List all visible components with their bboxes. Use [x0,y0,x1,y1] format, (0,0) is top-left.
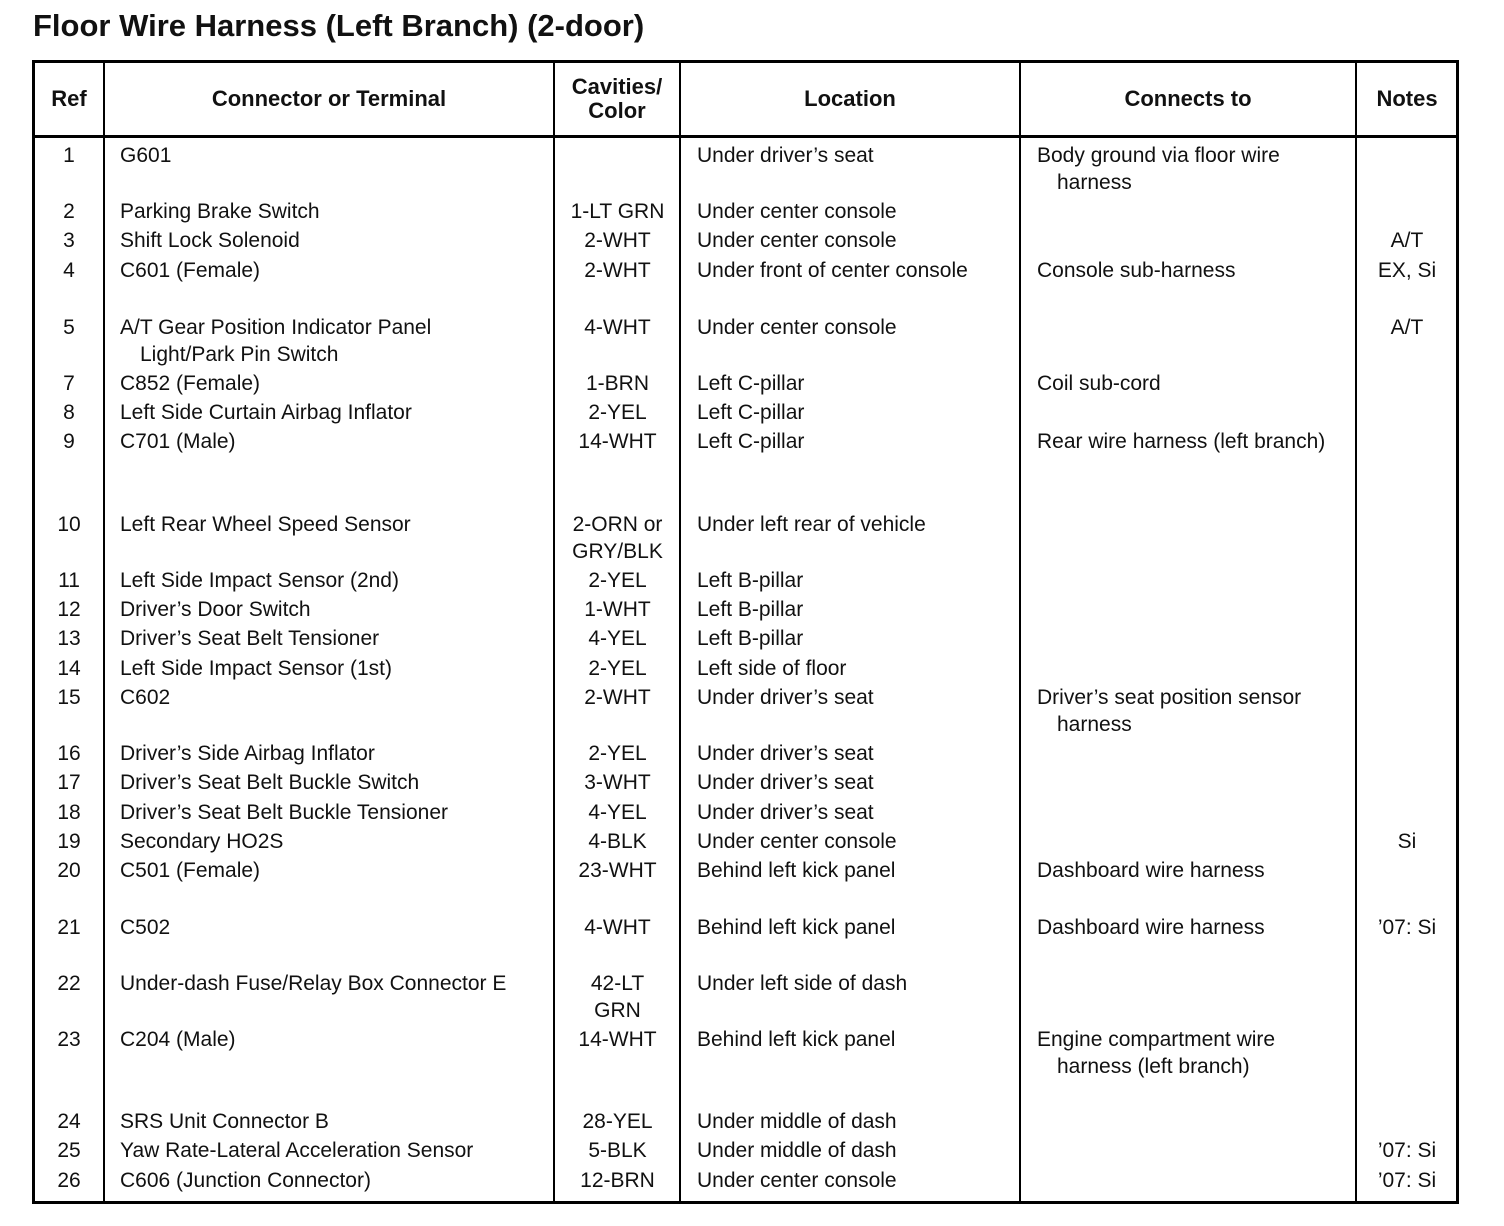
row-connects-to [1037,857,1367,884]
row-notes [1357,257,1457,284]
row-connects-to-text: Dashboard wire harness [1037,859,1265,882]
row-cavities-text: 2-YEL [588,657,647,680]
row-location [697,142,1027,169]
row-connector [120,511,560,538]
row-connector [120,370,560,397]
row-connector [120,1137,560,1164]
header-divider [35,135,1456,138]
row-connector-text: C602 [120,686,171,709]
row-connects-to-text: Console sub-harness [1037,259,1236,282]
row-connector [120,655,560,682]
row-location-text: Left C-pillar [697,401,805,424]
row-connects-to-text: Coil sub-cord [1037,372,1161,395]
row-notes [1357,1137,1457,1164]
row-ref-text: 1 [63,144,75,167]
row-cavities-text: 2-WHT [584,229,651,252]
row-connector-text: C601 (Female) [120,259,261,282]
row-location-text: Under front of center console [697,259,968,282]
row-ref-text: 12 [57,598,81,621]
row-location-text: Under center console [697,316,897,339]
row-notes [1357,1167,1457,1194]
header-ref: Ref [51,86,87,111]
row-cavities-text: 28-YEL [582,1110,653,1133]
row-ref [35,567,103,594]
row-connector [120,740,560,767]
row-connector [120,227,560,254]
row-location [697,740,1027,767]
row-cavities [555,799,680,826]
row-location [697,1026,1027,1053]
row-connector-text: Driver’s Door Switch [120,598,311,621]
row-cavities [555,857,680,884]
row-ref-text: 9 [63,430,75,453]
row-cavities-text: 4-WHT [584,316,651,339]
row-ref [35,857,103,884]
row-location-text: Under driver’s seat [697,686,874,709]
row-notes-text: EX, Si [1377,259,1437,282]
row-connector [120,857,560,884]
row-cavities [555,1108,680,1135]
row-cavities-text: 1-BRN [585,372,649,395]
row-ref [35,740,103,767]
page-title: Floor Wire Harness (Left Branch) (2-door) [33,8,645,43]
row-cavities-text: 2-ORN or [572,513,663,536]
row-cavities-text: 3-WHT [584,771,651,794]
row-connects-to-text-line2: harness (left branch) [1057,1055,1250,1078]
row-location-text: Left B-pillar [697,598,804,621]
row-location-text: Under driver’s seat [697,771,874,794]
row-ref [35,142,103,169]
row-connects-to-text: Engine compartment wire [1037,1028,1276,1051]
row-connector [120,198,560,225]
row-location-text: Under center console [697,1169,897,1192]
row-connector-text: C606 (Junction Connector) [120,1169,371,1192]
row-connector-text: Left Rear Wheel Speed Sensor [120,513,411,536]
row-connects-to [1037,1026,1367,1080]
row-connects-to-text: Rear wire harness (left branch) [1037,430,1326,453]
row-ref [35,370,103,397]
row-connector-text: Parking Brake Switch [120,200,320,223]
row-ref-text: 3 [63,229,75,252]
row-connector-text: C701 (Male) [120,430,236,453]
row-ref-text: 2 [63,200,75,223]
row-cavities [555,769,680,796]
row-location [697,511,1027,538]
row-cavities [555,1167,680,1194]
row-ref-text: 20 [57,859,81,882]
row-connector-text: Left Side Impact Sensor (1st) [120,657,392,680]
row-location [697,655,1027,682]
row-connects-to [1037,142,1367,196]
row-notes-text: ’07: Si [1377,1169,1437,1192]
row-location [697,314,1027,341]
row-cavities [555,511,680,565]
row-ref-text: 14 [57,657,81,680]
row-location [697,857,1027,884]
row-ref [35,655,103,682]
row-location-text: Under left side of dash [697,972,908,995]
row-notes-text: ’07: Si [1377,1139,1437,1162]
row-ref-text: 5 [63,316,75,339]
row-cavities-text: 2-WHT [584,686,651,709]
row-cavities [555,314,680,341]
row-notes-text: A/T [1390,229,1424,252]
row-location-text: Behind left kick panel [697,1028,896,1051]
row-cavities [555,198,680,225]
row-location-text: Left side of floor [697,657,847,680]
header-cavities-line2: Color [588,98,646,123]
row-ref [35,970,103,997]
row-location [697,914,1027,941]
row-cavities-text-line2: GRY/BLK [572,540,663,563]
row-cavities-text: 2-YEL [588,401,647,424]
row-ref [35,428,103,455]
row-ref-text: 10 [57,513,81,536]
row-notes-text: A/T [1390,316,1424,339]
row-connector-text: Driver’s Seat Belt Buckle Switch [120,771,420,794]
header-connects-to: Connects to [1124,86,1252,111]
row-connector-text: Shift Lock Solenoid [120,229,300,252]
row-location-text: Behind left kick panel [697,916,896,939]
row-ref-text: 16 [57,742,81,765]
row-location-text: Under left rear of vehicle [697,513,926,536]
row-cavities [555,370,680,397]
row-location [697,370,1027,397]
row-ref [35,684,103,711]
row-cavities-text: 5-BLK [588,1139,647,1162]
row-ref-text: 19 [57,830,81,853]
row-connector-text: Driver’s Side Airbag Inflator [120,742,375,765]
row-connector-text-line2: Light/Park Pin Switch [140,343,339,366]
row-ref [35,1108,103,1135]
row-ref-text: 13 [57,627,81,650]
row-location-text: Left B-pillar [697,627,804,650]
row-connects-to-text: Body ground via floor wire [1037,144,1280,167]
row-connector [120,828,560,855]
row-cavities-text: 1-WHT [584,598,651,621]
row-cavities-text: 2-WHT [584,259,651,282]
row-connector-text: Under-dash Fuse/Relay Box Connector E [120,972,507,995]
row-cavities [555,399,680,426]
row-connector [120,399,560,426]
row-connector [120,684,560,711]
row-cavities [555,625,680,652]
row-ref [35,314,103,341]
row-connector-text: C204 (Male) [120,1028,236,1051]
row-location [697,970,1027,997]
row-location [697,828,1027,855]
row-ref-text: 4 [63,259,75,282]
row-cavities [555,828,680,855]
row-cavities-text: 23-WHT [578,859,657,882]
row-connector-text: Secondary HO2S [120,830,284,853]
row-notes [1357,314,1457,341]
row-connects-to [1037,428,1367,455]
row-connector-text: SRS Unit Connector B [120,1110,329,1133]
row-ref-text: 15 [57,686,81,709]
row-connector-text: Left Side Impact Sensor (2nd) [120,569,399,592]
row-location-text: Under driver’s seat [697,144,874,167]
row-cavities [555,655,680,682]
row-cavities [555,1137,680,1164]
row-cavities-text: 12-BRN [580,1169,655,1192]
harness-table [32,60,1459,1204]
row-location [697,257,1027,284]
row-connector-text: C501 (Female) [120,859,261,882]
row-ref [35,198,103,225]
row-connector [120,799,560,826]
row-ref [35,625,103,652]
row-location [697,1137,1027,1164]
row-location-text: Left C-pillar [697,430,805,453]
row-ref-text: 24 [57,1110,81,1133]
row-ref-text: 25 [57,1139,81,1162]
row-location-text: Left C-pillar [697,372,805,395]
row-location [697,596,1027,623]
row-connects-to [1037,370,1367,397]
row-location-text: Under driver’s seat [697,742,874,765]
row-ref [35,511,103,538]
row-connector [120,567,560,594]
header-location: Location [804,86,896,111]
row-location [697,1167,1027,1194]
row-ref [35,399,103,426]
row-cavities [555,914,680,941]
row-ref-text: 11 [58,569,80,592]
row-cavities-text: 42-LT [590,972,645,995]
row-location-text: Under middle of dash [697,1139,897,1162]
row-ref [35,1167,103,1194]
row-notes [1357,914,1457,941]
row-connects-to [1037,257,1367,284]
row-cavities [555,567,680,594]
row-connects-to-text: Driver’s seat position sensor [1037,686,1302,709]
row-location [697,198,1027,225]
row-connector [120,142,560,169]
row-location [697,769,1027,796]
row-cavities-text: 4-YEL [588,627,647,650]
row-cavities-text: 14-WHT [578,1028,657,1051]
row-ref [35,227,103,254]
row-location [697,625,1027,652]
header-cavities [555,63,679,135]
row-cavities [555,970,680,1024]
row-cavities [555,428,680,455]
row-connector-text: C852 (Female) [120,372,261,395]
row-cavities-text: 4-WHT [584,916,651,939]
row-connects-to [1037,914,1367,941]
row-ref-text: 17 [57,771,81,794]
row-ref-text: 7 [63,372,75,395]
row-cavities-text: 4-BLK [588,830,647,853]
row-ref [35,1026,103,1053]
row-cavities [555,684,680,711]
row-cavities [555,1026,680,1053]
row-notes-text: Si [1397,830,1417,853]
header-notes: Notes [1376,86,1438,111]
row-notes [1357,828,1457,855]
row-location [697,428,1027,455]
row-cavities [555,740,680,767]
row-connector-text: Yaw Rate-Lateral Acceleration Sensor [120,1139,474,1162]
row-connector-text: Driver’s Seat Belt Buckle Tensioner [120,801,448,824]
row-location-text: Left B-pillar [697,569,804,592]
row-ref-text: 26 [57,1169,81,1192]
row-location-text: Under center console [697,229,897,252]
row-cavities-text: 2-YEL [588,742,647,765]
header-cavities-line1: Cavities/ [571,74,663,99]
row-ref [35,257,103,284]
row-cavities-text: 4-YEL [588,801,647,824]
row-connector-text: Driver’s Seat Belt Tensioner [120,627,380,650]
row-location-text: Behind left kick panel [697,859,896,882]
row-connector [120,625,560,652]
row-connector [120,1026,560,1053]
row-location-text: Under center console [697,830,897,853]
row-connects-to [1037,684,1367,738]
row-location-text: Under center console [697,200,897,223]
row-connects-to-text-line2: harness [1057,171,1132,194]
row-connector [120,769,560,796]
row-cavities-text: 14-WHT [578,430,657,453]
row-notes-text: ’07: Si [1377,916,1437,939]
row-connector [120,257,560,284]
row-ref-text: 21 [57,916,81,939]
row-ref [35,828,103,855]
row-location [697,684,1027,711]
row-ref [35,1137,103,1164]
row-notes [1357,227,1457,254]
header-connector: Connector or Terminal [211,86,447,111]
row-cavities [555,596,680,623]
row-ref-text: 22 [57,972,81,995]
row-ref-text: 23 [57,1028,81,1051]
row-connector [120,970,560,997]
row-location-text: Under driver’s seat [697,801,874,824]
row-connector [120,596,560,623]
row-cavities [555,257,680,284]
row-cavities-text: 1-LT GRN [570,200,665,223]
row-connector [120,1167,560,1194]
row-cavities-text: 2-YEL [588,569,647,592]
row-location-text: Under middle of dash [697,1110,897,1133]
row-cavities-text-line2: GRN [594,999,641,1022]
row-connector-text: G601 [120,144,172,167]
row-ref-text: 18 [57,801,81,824]
row-location [697,799,1027,826]
row-connector-text: C502 [120,916,171,939]
row-connects-to-text: Dashboard wire harness [1037,916,1265,939]
row-connector [120,428,560,455]
row-ref-text: 8 [63,401,75,424]
row-connects-to-text-line2: harness [1057,713,1132,736]
row-connector-text: A/T Gear Position Indicator Panel [120,316,432,339]
row-location [697,1108,1027,1135]
row-location [697,399,1027,426]
row-connector-text: Left Side Curtain Airbag Inflator [120,401,412,424]
row-connector [120,1108,560,1135]
column-divider [103,63,105,1201]
row-connector [120,914,560,941]
row-ref [35,596,103,623]
row-ref [35,769,103,796]
row-connector [120,314,560,368]
row-cavities [555,227,680,254]
row-ref [35,799,103,826]
row-location [697,567,1027,594]
row-ref [35,914,103,941]
row-location [697,227,1027,254]
